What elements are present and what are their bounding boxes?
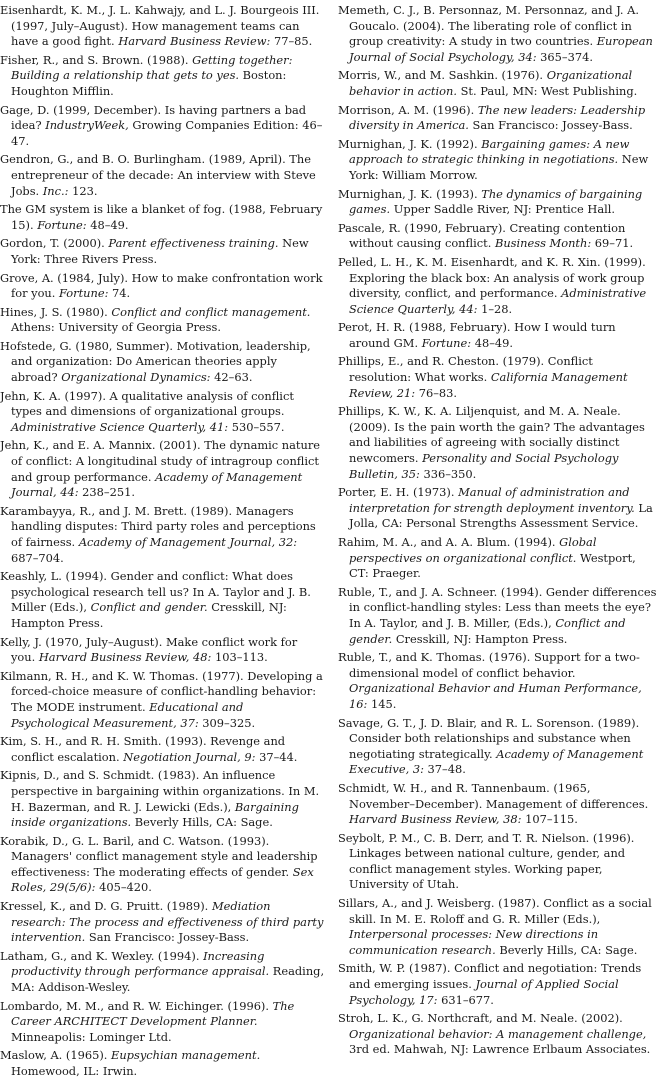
reference-entry: Morrison, A. M. (1996). The new leaders: Leadership diversity in America. San Francisco: Jossey-Bass.: [338, 102, 646, 133]
reference-entry: Kim, S. H., and R. H. Smith. (1993). Revenge and conflict escalation. Negotiation Journal, 9: 37–44.: [0, 734, 298, 764]
reference-entry: Savage, G. T., J. D. Blair, and R. L. Sorenson. (1989). Consider both relationships and substance when negotiating strategically. Academy of Management Executive, 3: 37–48.: [338, 715, 644, 777]
reference-entry: Kipnis, D., and S. Schmidt. (1983). An influence perspective in bargaining within organizations. In M. H. Bazerman, and R. J. Lewicki (Eds.), Bargaining inside organizations. Beverly Hills, CA: Sage.: [0, 768, 320, 830]
reference-entry: Karambayya, R., and J. M. Brett. (1989). Managers handling disputes: Third party roles and perceptions of fairness. Academy of Management Journal, 32: 687–704.: [0, 503, 316, 565]
reference-entry: Pelled, L. H., K. M. Eisenhardt, and K. R. Xin. (1999). Exploring the black box: An analysis of work group diversity, conflict, and performance. Administrative Science Quarterly, 44: 1–28.: [338, 254, 647, 316]
reference-entry: Latham, G., and K. Wexley. (1994). Increasing productivity through performance appraisal. Reading, MA: Addison-Wesley.: [0, 948, 325, 995]
reference-entry: Eisenhardt, K. M., J. L. Kahwajy, and L. J. Bourgeois III. (1997, July–August). How management teams can have a good fight. Harvard Business Review: 77–85.: [0, 3, 320, 49]
reference-entry: Korabik, D., G. L. Baril, and C. Watson. (1993). Managers' conflict management style and leadership effectiveness: The moderating effects of gender. Sex Roles, 29(5/6): 405–420.: [0, 833, 318, 895]
reference-entry: Jehn, K. A. (1997). A qualitative analysis of conflict types and dimensions of organizational groups. Administrative Science Quarterly, 41: 530–557.: [0, 388, 294, 434]
reference-entry: Murnighan, J. K. (1993). The dynamics of bargaining games. Upper Saddle River, NJ: Prentice Hall.: [338, 186, 643, 217]
reference-entry: Gage, D. (1999, December). Is having partners a bad idea? IndustryWeek, Growing Companies Edition: 46–47.: [0, 102, 323, 148]
reference-entry: Sillars, A., and J. Weisberg. (1987). Conflict as a social skill. In M. E. Roloff and G. R. Miller (Eds.), Interpersonal processes: New directions in communication research. Beverly Hills, CA: Sage.: [338, 896, 652, 957]
reference-entry: Gordon, T. (2000). Parent effectiveness training. New York: Three Rivers Press.: [0, 236, 309, 266]
reference-entry: Seybolt, P. M., C. B. Derr, and T. R. Nielson. (1996). Linkages between national culture, gender, and conflict management styles. Working paper, University of Utah.: [338, 830, 635, 892]
reference-entry: Smith, W. P. (1987). Conflict and negotiation: Trends and emerging issues. Journal of Applied Social Psychology, 17: 631–677.: [338, 961, 642, 1007]
reference-entry: Gendron, G., and B. O. Burlingham. (1989, April). The entrepreneur of the decade: An interview with Steve Jobs. Inc.: 123.: [0, 152, 316, 198]
reference-entry: Ruble, T., and K. Thomas. (1976). Support for a two-dimensional model of conflict behavior. Organizational Behavior and Human Performance, 16: 145.: [338, 650, 642, 711]
reference-entry: Maslow, A. (1965). Eupsychian management. Homewood, IL: Irwin.: [0, 1048, 261, 1078]
reference-entry: Pascale, R. (1990, February). Creating contention without causing conflict. Business Month: 69–71.: [338, 220, 634, 251]
reference-entry: Kilmann, R. H., and K. W. Thomas. (1977). Developing a forced-choice measure of conflict-handling behavior: The MODE instrument. Educational and Psychological Measurement, 37: 309–325.: [0, 668, 323, 730]
reference-entry: Rahim, M. A., and A. A. Blum. (1994). Global perspectives on organizational conflict. Westport, CT: Praeger.: [338, 535, 636, 581]
reference-entry: Ruble, T., and J. A. Schneer. (1994). Gender differences in conflict-handling styles: Less than meets the eye? In A. Taylor, and J. B. Miller, (Eds.), Conflict and gender. Cresskill, NJ: Hampton Press.: [338, 584, 657, 646]
reference-entry: Hofstede, G. (1980, Summer). Motivation, leadership, and organization: Do American theories apply abroad? Organizational Dynamics: 42–63.: [0, 338, 311, 385]
reference-entry: Grove, A. (1984, July). How to make confrontation work for you. Fortune: 74.: [0, 270, 323, 301]
reference-entry: Phillips, E., and R. Cheston. (1979). Conflict resolution: What works. California Management Review, 21: 76–83.: [338, 354, 628, 400]
reference-column-right: [338, 3, 658, 1061]
reference-entry: Stroh, L. K., G. Northcraft, and M. Neale. (2002). Organizational behavior: A management challenge, 3rd ed. Mahwah, NJ: Lawrence Erlbaum Associates.: [338, 1011, 651, 1057]
reference-entry: Fisher, R., and S. Brown. (1988). Getting together: Building a relationship that gets to yes. Boston: Houghton Mifflin.: [0, 52, 293, 98]
reference-entry: Jehn, K., and E. A. Mannix. (2001). The dynamic nature of conflict: A longitudinal study of intragroup conflict and group performance. Academy of Management Journal, 44: 238–251.: [0, 438, 321, 500]
reference-entry: Porter, E. H. (1973). Manual of administration and interpretation for strength deployment inventory. La Jolla, CA: Personal Strengths Assessment Service.: [338, 485, 653, 531]
reference-entry: The GM system is like a blanket of fog. (1988, February 15). Fortune: 48–49.: [0, 202, 323, 232]
reference-entry: Keashly, L. (1994). Gender and conflict: What does psychological research tell us? In A. Taylor and J. B. Miller (Eds.), Conflict and gender. Cresskill, NJ: Hampton Press.: [0, 569, 311, 630]
reference-entry: Kelly, J. (1970, July–August). Make conflict work for you. Harvard Business Review, 48: 103–113.: [0, 634, 298, 665]
reference-entry: Phillips, K. W., K. A. Liljenquist, and M. A. Neale. (2009). Is the pain worth the gain? The advantages and liabilities of agreeing with socially distinct newcomers. Personality and Social Psychology Bulletin, 35: 336–350.: [338, 404, 645, 481]
reference-entry: Schmidt, W. H., and R. Tannenbaum. (1965, November–December). Management of differences. Harvard Business Review, 38: 107–115.: [338, 780, 649, 827]
reference-entry: Kressel, K., and D. G. Pruitt. (1989). Mediation research: The process and effectiveness of third party intervention. San Francisco: Jossey-Bass.: [0, 899, 324, 945]
reference-column-left: [0, 3, 325, 1083]
reference-entry: Perot, H. R. (1988, February). How I would turn around GM. Fortune: 48–49.: [338, 320, 616, 350]
reference-entry: Morris, W., and M. Sashkin. (1976). Organizational behavior in action. St. Paul, MN: West Publishing.: [338, 68, 638, 98]
reference-entry: Lombardo, M. M., and R. W. Eichinger. (1996). The Career ARCHITECT Development Planner. Minneapolis: Lominger Ltd.: [0, 998, 295, 1044]
reference-entry: Hines, J. S. (1980). Conflict and conflict management. Athens: University of Georgia Press.: [0, 304, 311, 335]
reference-entry: Murnighan, J. K. (1992). Bargaining games: A new approach to strategic thinking in negotiations. New York: William Morrow.: [338, 136, 649, 182]
reference-entry: Memeth, C. J., B. Personnaz, M. Personnaz, and J. A. Goucalo. (2004). The liberating role of conflict in group creativity: A study in two countries. European Journal of Social Psychology, 34: 365–374.: [338, 3, 653, 64]
